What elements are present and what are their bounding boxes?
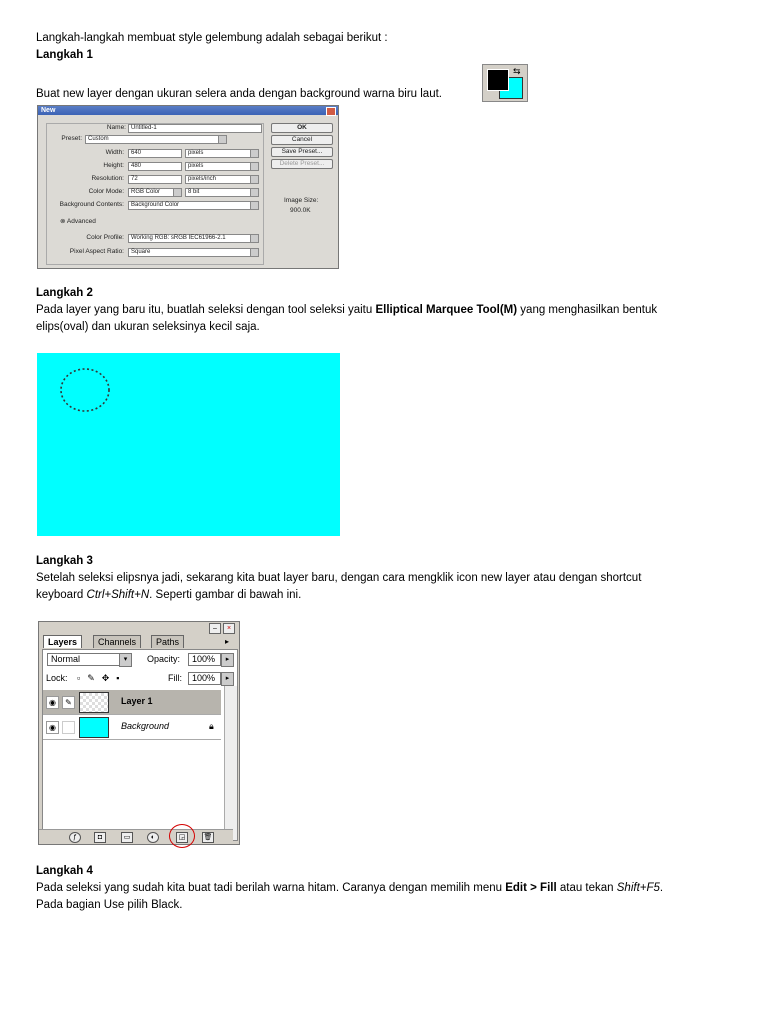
height-field: 480 xyxy=(128,162,182,171)
tab-paths: Paths xyxy=(151,635,184,648)
step2-tool-name: Elliptical Marquee Tool(M) xyxy=(375,304,518,316)
ok-button: OK xyxy=(271,123,333,133)
new-document-dialog xyxy=(37,105,339,269)
blend-mode-dropdown: Normal xyxy=(47,653,132,666)
image-size-label: Image Size: xyxy=(284,197,319,204)
color-swatch xyxy=(482,64,528,102)
layer1-thumbnail xyxy=(79,692,109,713)
width-field: 640 xyxy=(128,149,182,158)
opacity-label: Opacity: xyxy=(147,654,181,664)
background-thumbnail xyxy=(79,717,109,738)
step3-text-b: . Seperti gambar di bawah ini. xyxy=(149,589,302,601)
link-slot-icon xyxy=(62,721,75,734)
opacity-field: 100% xyxy=(188,653,221,666)
elliptical-selection xyxy=(61,369,109,411)
background-contents-dropdown: Background Color xyxy=(128,201,259,210)
eye-icon: ◉ xyxy=(46,696,59,709)
save-preset-button: Save Preset... xyxy=(271,147,333,157)
color-mode-dropdown: RGB Color xyxy=(128,188,182,197)
color-profile-dropdown: Working RGB: sRGB IEC61966-2.1 xyxy=(128,234,259,243)
step2-text-a: Pada layer yang baru itu, buatlah seleksi dengan tool seleksi yaitu xyxy=(36,304,376,316)
step3-heading: Langkah 3 xyxy=(36,555,93,567)
step4-text-line1 xyxy=(36,880,663,897)
step3-text-line1: Setelah seleksi elipsnya jadi, sekarang kita buat layer baru, dengan cara mengklik icon new layer atau dengan shortcut xyxy=(36,572,642,584)
width-label: Width: xyxy=(105,149,124,156)
palette-menu-icon: ▸ xyxy=(225,637,230,646)
palette-bottom-bar xyxy=(39,829,233,844)
intro-text: Langkah-langkah membuat style gelembung adalah sebagai berikut : xyxy=(36,32,388,44)
preset-label: Preset: xyxy=(61,135,82,142)
palette-titlebar xyxy=(39,622,239,634)
resolution-label: Resolution: xyxy=(91,175,124,182)
color-depth-dropdown: 8 bit xyxy=(185,188,259,197)
advanced-label: Advanced xyxy=(66,218,96,225)
preset-dropdown: Custom xyxy=(85,135,227,144)
step1-text: Buat new layer dengan ukuran selera anda dengan background warna biru laut. xyxy=(36,88,442,100)
advanced-toggle: ⊗ Advanced xyxy=(60,218,96,225)
background-contents-label: Background Contents: xyxy=(59,201,124,208)
width-unit-dropdown: pixels xyxy=(185,149,259,158)
tab-channels: Channels xyxy=(93,635,141,648)
step4-heading: Langkah 4 xyxy=(36,865,93,877)
step3-text-a: keyboard xyxy=(36,589,87,601)
step2-text-b: yang menghasilkan bentuk xyxy=(517,304,658,316)
fill-label: Fill: xyxy=(168,673,182,683)
image-size-value: 900.0K xyxy=(290,207,311,214)
step2-text-line1 xyxy=(36,302,657,319)
elliptical-selection-svg xyxy=(37,353,340,536)
color-mode-label: Color Mode: xyxy=(88,188,124,195)
name-label: Name: xyxy=(106,124,126,131)
layer-row-layer1 xyxy=(43,690,221,715)
layer-set-icon: ▭ xyxy=(121,832,133,843)
resolution-unit-dropdown: pixels/inch xyxy=(185,175,259,184)
close-icon xyxy=(326,107,336,116)
highlight-circle xyxy=(169,824,195,848)
new-layer-icon: ◲ xyxy=(176,832,188,843)
step4-text-a: Pada seleksi yang sudah kita buat tadi berilah warna hitam. Caranya dengan memilih menu xyxy=(36,882,506,894)
foreground-color-swatch xyxy=(487,69,509,91)
step4-text-c: . xyxy=(659,882,664,894)
fill-arrow-icon: ▸ xyxy=(221,672,234,686)
lock-label: Lock: xyxy=(46,673,68,683)
step2-text-line2: elips(oval) dan ukuran seleksinya kecil saja. xyxy=(36,321,260,333)
layer1-name: Layer 1 xyxy=(121,696,153,706)
cyan-canvas xyxy=(37,353,340,536)
step4-text-line2: Pada bagian Use pilih Black. xyxy=(36,899,183,911)
layer-style-icon: ƒ xyxy=(69,832,81,843)
close-icon: × xyxy=(223,623,235,634)
height-unit-dropdown: pixels xyxy=(185,162,259,171)
swap-colors-icon: ⇆ xyxy=(513,66,521,76)
layer-mask-icon: ◘ xyxy=(94,832,106,843)
lock-icon: 🔒︎ xyxy=(209,721,214,731)
lock-icons: ▫✎✥▪ xyxy=(77,673,127,683)
layer-row-background xyxy=(43,715,221,740)
height-label: Height: xyxy=(103,162,124,169)
color-profile-label: Color Profile: xyxy=(86,234,124,241)
background-layer-name: Background xyxy=(121,721,170,731)
pixel-aspect-label: Pixel Aspect Ratio: xyxy=(69,248,124,255)
layers-scrollbar xyxy=(224,686,237,840)
fill-field: 100% xyxy=(188,672,221,685)
pixel-aspect-dropdown: Square xyxy=(128,248,259,257)
opacity-arrow-icon: ▸ xyxy=(221,653,234,667)
brush-icon: ✎ xyxy=(62,696,75,709)
eye-icon: ◉ xyxy=(46,721,59,734)
adjustment-layer-icon: ◐ xyxy=(147,832,159,843)
delete-preset-button: Delete Preset... xyxy=(271,159,333,169)
tab-layers: Layers xyxy=(43,635,82,648)
layers-palette xyxy=(38,621,240,845)
step3-shortcut: Ctrl+Shift+N xyxy=(86,589,150,601)
trash-icon: 🗑︎ xyxy=(203,834,213,841)
layers-panel xyxy=(42,649,238,841)
resolution-field: 72 xyxy=(128,175,182,184)
step2-heading: Langkah 2 xyxy=(36,287,93,299)
step4-shortcut: Shift+F5 xyxy=(616,882,660,894)
dialog-title: New xyxy=(38,106,338,115)
cancel-button: Cancel xyxy=(271,135,333,145)
minimize-icon: – xyxy=(209,623,221,634)
chevron-down-icon: ▾ xyxy=(119,653,132,667)
step1-heading: Langkah 1 xyxy=(36,49,93,61)
step3-text-line2 xyxy=(36,587,301,604)
step4-text-b: atau tekan xyxy=(556,882,617,894)
step4-menu: Edit > Fill xyxy=(505,882,557,894)
name-field: Untitled-1 xyxy=(128,124,262,133)
